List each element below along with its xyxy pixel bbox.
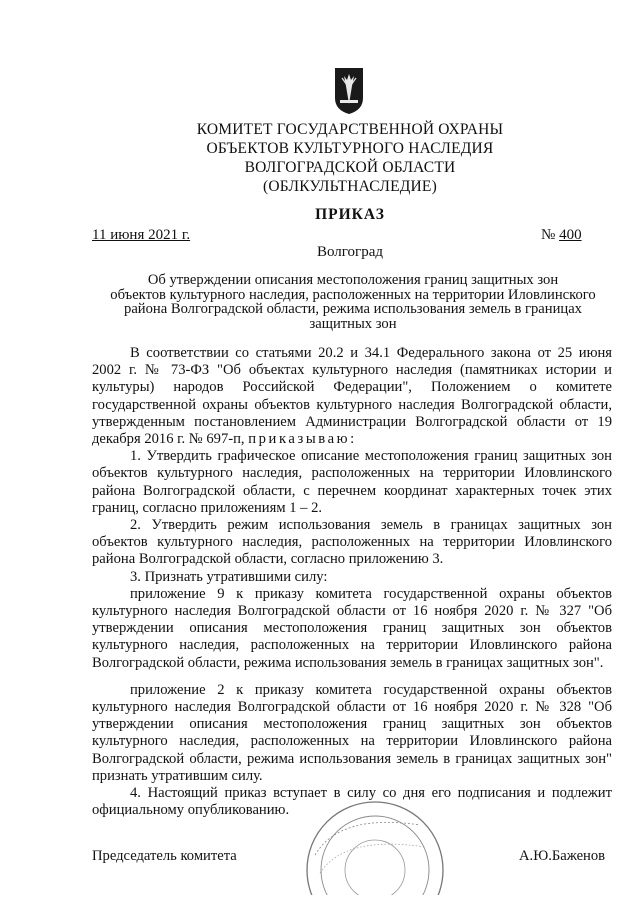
order-word: приказываю: <box>248 431 357 448</box>
document-title: ПРИКАЗ <box>315 206 385 223</box>
org-line: (ОБЛКУЛЬТНАСЛЕДИЕ) <box>263 178 437 195</box>
item-3: 3. Признать утратившими силу: <box>130 568 328 585</box>
org-line: ВОЛГОГРАДСКОЙ ОБЛАСТИ <box>244 159 456 176</box>
document-body <box>92 345 612 819</box>
preamble-paragraph <box>92 345 612 448</box>
item-1: 1. Утвердить графическое описание местоположения границ защитных зон объектов культурного наследия, расположенных на территории Иловлинского района Волгоградской области, с перечнем координат характерных точек этих границ, согласно приложениям 1 – 2. <box>92 448 612 516</box>
subject-line: объектов культурного наследия, расположенных на территории Иловлинского <box>110 286 596 303</box>
subject-line: Об утверждении описания местоположения границ защитных зон <box>147 272 559 288</box>
document-city: Волгоград <box>316 244 383 260</box>
item-3b: приложение 2 к приказу комитета государственной охраны объектов культурного наследия Волгоградской области от 16 ноября 2020 г. № 328 "Об утверждении описания местоположения границ защитных зон объектов культурного наследия, расположенных на территории Иловлинского района Волгоградской области, режима использования земель в границах защитных зон" признать утратившим силу. <box>92 681 612 784</box>
document-number <box>541 227 582 244</box>
subject-line: защитных зон <box>309 315 397 332</box>
document-subject <box>92 273 614 331</box>
item-4: 4. Настоящий приказ вступает в силу со дня его подписания и подлежит официальному опубликованию. <box>92 785 612 819</box>
org-line: КОМИТЕТ ГОСУДАРСТВЕННОЙ ОХРАНЫ <box>196 121 504 138</box>
org-line: ОБЪЕКТОВ КУЛЬТУРНОГО НАСЛЕДИЯ <box>206 140 494 157</box>
signer-position: Председатель комитета <box>92 848 237 864</box>
item-2: 2. Утвердить режим использования земель в границах защитных зон объектов культурного наследия, расположенных на территории Иловлинского района Волгоградской области, согласно приложению 3. <box>92 517 612 568</box>
number-prefix: № <box>541 227 556 243</box>
signer-name: А.Ю.Баженов <box>519 848 606 864</box>
coat-of-arms-icon <box>333 66 365 116</box>
official-seal <box>300 795 450 895</box>
document-date: 11 июня 2021 г. <box>92 227 191 243</box>
subject-line: района Волгоградской области, режима использования земель в границах <box>124 301 582 317</box>
preamble-text: В соответствии со статьями 20.2 и 34.1 Федерального закона от 25 июня 2002 г. № 73-ФЗ "Об объектах культурного наследия (памятниках истории и культуры) народов Российской Федерации", Положением о комитете государственной охраны объектов культурного наследия Волгоградской области, утвержденным постановлением Администрации Волгоградской области от 19 декабря 2016 г. № 697-п, <box>92 345 612 448</box>
number-value: 400 <box>559 227 582 243</box>
item-3a: приложение 9 к приказу комитета государственной охраны объектов культурного наследия Волгоградской области от 16 ноября 2020 г. № 327 "Об утверждении описания местоположения границ защитных зон объектов культурного наследия, расположенных на территории Иловлинского района Волгоградской области, режима использования земель в границах защитных зон". <box>92 585 612 671</box>
organization-name <box>0 120 640 196</box>
